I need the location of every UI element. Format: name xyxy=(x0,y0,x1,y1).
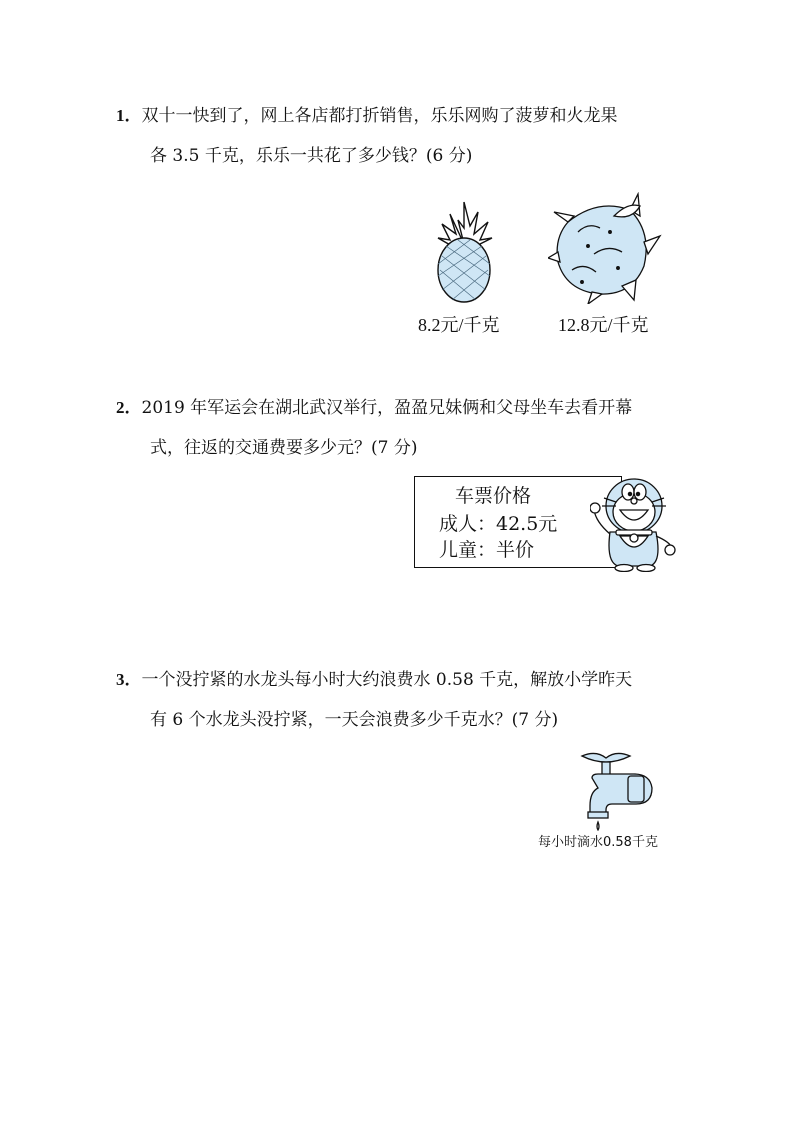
faucet-caption: 每小时滴水0.58千克 xyxy=(538,835,658,850)
question-text-line1: 一个没拧紧的水龙头每小时大约浪费水 0.58 千克，解放小学昨天 xyxy=(141,670,633,690)
ticket-adult-price: 成人：42.5元 xyxy=(439,513,558,535)
question-3 xyxy=(116,660,686,740)
faucet-illustration xyxy=(568,748,656,832)
dragonfruit-price-label: 12.8元/千克 xyxy=(558,315,649,335)
ticket-title: 车票价格 xyxy=(455,485,532,507)
question-number: 1． xyxy=(116,106,142,125)
question-1 xyxy=(116,96,686,176)
question-text-line2: 有 6 个水龙头没拧紧，一天会浪费多少千克水？(7 分) xyxy=(150,710,559,730)
question-text-line1: 2019 年军运会在湖北武汉举行，盈盈兄妹俩和父母坐车去看开幕 xyxy=(141,398,633,418)
question-text-line2: 式，往返的交通费要多少元？(7 分) xyxy=(150,438,418,458)
pineapple-price-label: 8.2元/千克 xyxy=(418,315,500,335)
question-text-line2: 各 3.5 千克，乐乐一共花了多少钱？(6 分) xyxy=(150,146,473,166)
cartoon-character-illustration xyxy=(590,472,676,572)
question-number: 2． xyxy=(116,398,142,417)
question-number: 3． xyxy=(116,670,142,689)
question-2 xyxy=(116,388,686,468)
question-text-line1: 双十一快到了，网上各店都打折销售，乐乐网购了菠萝和火龙果 xyxy=(141,106,618,126)
pineapple-illustration xyxy=(428,198,500,304)
ticket-child-price: 儿童：半价 xyxy=(439,539,535,561)
dragon-fruit-illustration xyxy=(548,192,664,304)
